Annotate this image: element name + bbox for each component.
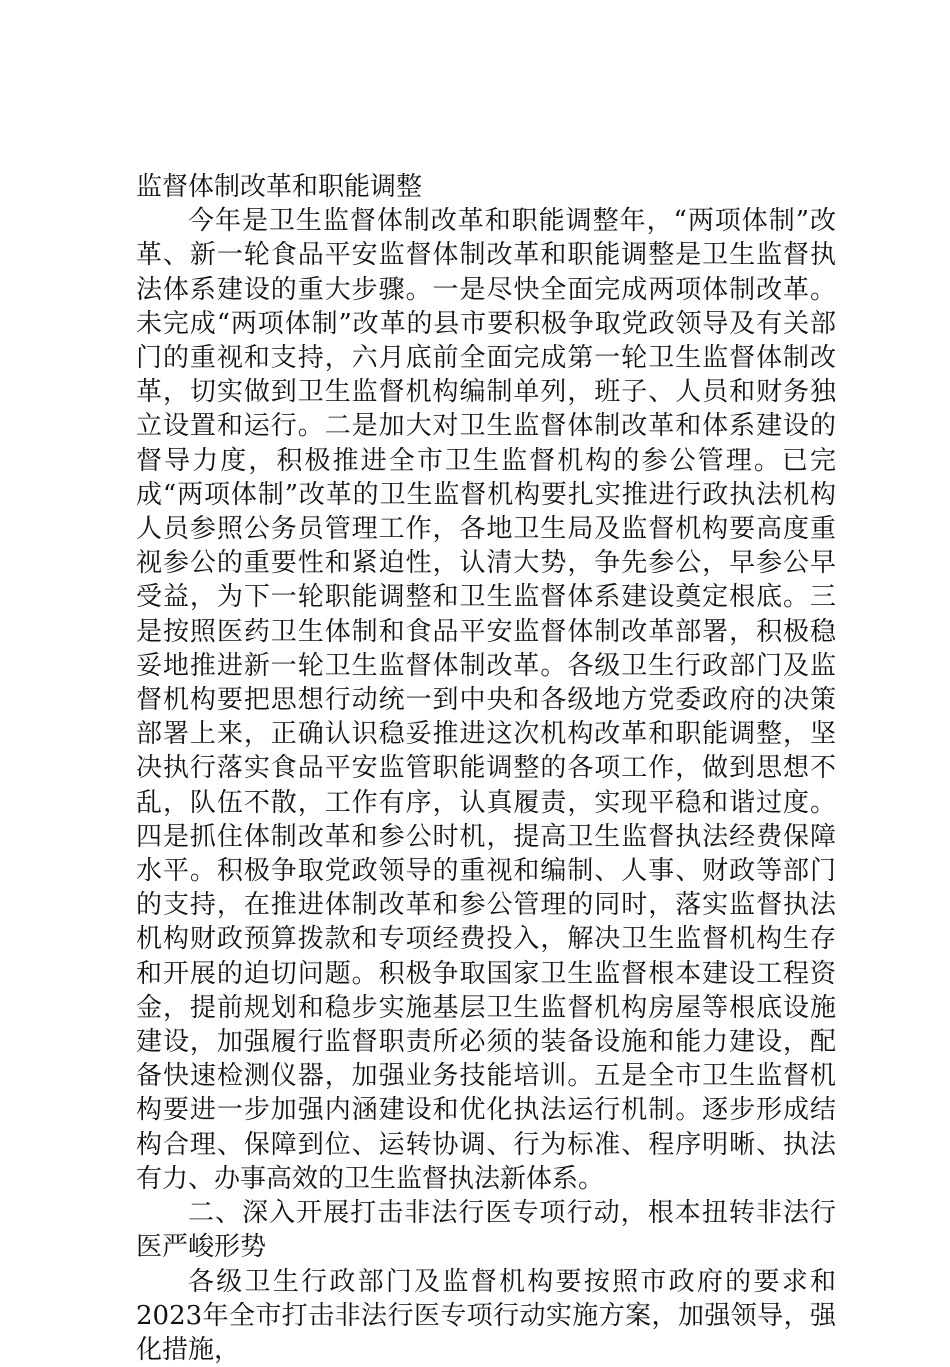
section-title: 监督体制改革和职能调整 [136, 170, 836, 204]
document-body [136, 170, 836, 1367]
section-heading: 二、深入开展打击非法行医专项行动，根本扭转非法行医严峻形势 [136, 1196, 836, 1264]
paragraph-body: 各级卫生行政部门及监督机构要按照市政府的要求和2023年全市打击非法行医专项行动实施方案，加强领导，强化措施， [136, 1265, 836, 1367]
paragraph-body: 今年是卫生监督体制改革和职能调整年，“两项体制”改革、新一轮食品平安监督体制改革和职能调整是卫生监督执法体系建设的重大步骤。一是尽快全面完成两项体制改革。未完成“两项体制”改革的县市要积极争取党政领导及有关部门的重视和支持，六月底前全面完成第一轮卫生监督体制改革，切实做到卫生监督机构编制单列，班子、人员和财务独立设置和运行。二是加大对卫生监督体制改革和体系建设的督导力度，积极推进全市卫生监督机构的参公管理。已完成“两项体制”改革的卫生监督机构要扎实推进行政执法机构人员参照公务员管理工作，各地卫生局及监督机构要高度重视参公的重要性和紧迫性，认清大势，争先参公，早参公早受益，为下一轮职能调整和卫生监督体系建设奠定根底。三是按照医药卫生体制和食品平安监督体制改革部署，积极稳妥地推进新一轮卫生监督体制改革。各级卫生行政部门及监督机构要把思想行动统一到中央和各级地方党委政府的决策部署上来，正确认识稳妥推进这次机构改革和职能调整，坚决执行落实食品平安监管职能调整的各项工作，做到思想不乱，队伍不散，工作有序，认真履责，实现平稳和谐过度。四是抓住体制改革和参公时机，提高卫生监督执法经费保障水平。积极争取党政领导的重视和编制、人事、财政等部门的支持，在推进体制改革和参公管理的同时，落实监督执法机构财政预算拨款和专项经费投入，解决卫生监督机构生存和开展的迫切问题。积极争取国家卫生监督根本建设工程资金，提前规划和稳步实施基层卫生监督机构房屋等根底设施建设，加强履行监督职责所必须的装备设施和能力建设，配备快速检测仪器，加强业务技能培训。五是全市卫生监督机构要进一步加强内涵建设和优化执法运行机制。逐步形成结构合理、保障到位、运转协调、行为标准、程序明晰、执法有力、办事高效的卫生监督执法新体系。 [136, 204, 836, 1196]
